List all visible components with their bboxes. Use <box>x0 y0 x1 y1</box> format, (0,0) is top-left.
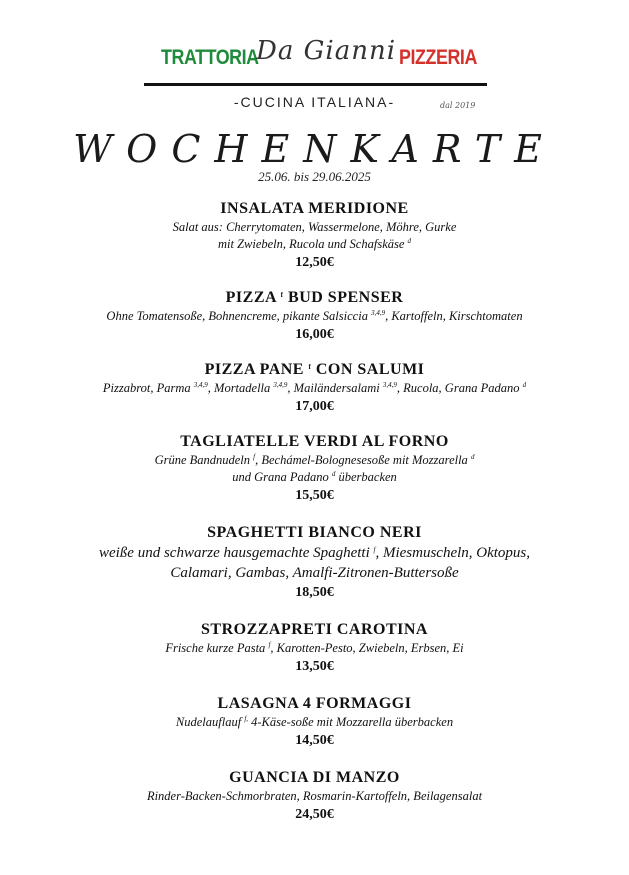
menu-item <box>0 360 629 417</box>
item-price: 24,50€ <box>295 807 334 822</box>
item-name: GUANCIA DI MANZO <box>229 769 400 786</box>
item-name: PIZZA $^f$ BUD SPENSER <box>225 289 404 306</box>
item-description: Frische kurze Pasta $^f$, Karotten-Pesto, Zwiebeln, Erbsen, Ei <box>165 641 464 655</box>
item-name: STROZZAPRETI CAROTINA <box>201 621 428 638</box>
item-description: weiße und schwarze hausgemachte Spaghetti $^f$, Miesmuscheln, Oktopus, Calamari, Gambas, Amalfi-Zitronen-Buttersoße <box>98 545 531 581</box>
item-description: Rinder-Backen-Schmorbraten, Rosmarin-Kartoffeln, Beilagensalat <box>146 789 483 803</box>
page-title: WOCHENKARTE <box>73 127 556 171</box>
menu-item <box>0 288 629 345</box>
item-description: Grüne Bandnudeln $^f$, Bechámel-Bolognesesoße mit Mozzarella $^d$ und Grana Padano $^d$ überbacken <box>154 453 475 484</box>
date-range: 25.06. bis 29.06.2025 <box>258 169 371 184</box>
logo-da-gianni: Da Gianni <box>256 36 397 66</box>
menu-item <box>0 199 629 273</box>
item-price: 13,50€ <box>295 659 334 674</box>
menu-item <box>0 768 629 825</box>
item-price: 18,50€ <box>295 585 334 600</box>
item-price: 15,50€ <box>295 488 334 503</box>
item-name: LASAGNA 4 FORMAGGI <box>217 695 412 712</box>
item-name: PIZZA PANE $^f$ CON SALUMI <box>204 361 425 378</box>
logo-pizzeria: PIZZERIA <box>399 46 477 69</box>
item-description: Ohne Tomatensoße, Bohnencreme, pikante Salsiccia $^{3,4,9}$, Kartoffeln, Kirschtomaten <box>106 309 523 323</box>
menu-item <box>0 620 629 677</box>
restaurant-logo <box>0 36 629 76</box>
menu-list <box>0 199 629 825</box>
item-price: 12,50€ <box>295 255 334 270</box>
item-name: SPAGHETTI BIANCO NERI <box>207 524 422 541</box>
menu-item <box>0 432 629 506</box>
item-description: Nudelauflauf $^{f,}$ 4-Käse-soße mit Mozzarella überbacken <box>175 715 454 729</box>
established-note: dal 2019 <box>440 101 476 110</box>
item-price: 16,00€ <box>295 327 334 342</box>
item-name: INSALATA MERIDIONE <box>220 200 409 217</box>
item-description: Salat aus: Cherrytomaten, Wassermelone, Möhre, Gurke mit Zwiebeln, Rucola und Schafskäse $^d$ <box>172 220 457 251</box>
menu-item <box>0 523 629 603</box>
cucina-italiana-subtitle: -CUCINA ITALIANA- <box>233 94 396 110</box>
item-price: 14,50€ <box>295 733 334 748</box>
logo-trattoria: TRATTORIA <box>161 46 259 69</box>
item-description: Pizzabrot, Parma $^{3,4,9}$, Mortadella $^{3,4,9}$, Mailändersalami $^{3,4,9}$, Rucola, Grana Padano $^d$ <box>102 381 527 395</box>
menu-item <box>0 694 629 751</box>
logo-divider <box>144 83 487 86</box>
item-name: TAGLIATELLE VERDI AL FORNO <box>180 433 449 450</box>
item-price: 17,00€ <box>295 399 334 414</box>
